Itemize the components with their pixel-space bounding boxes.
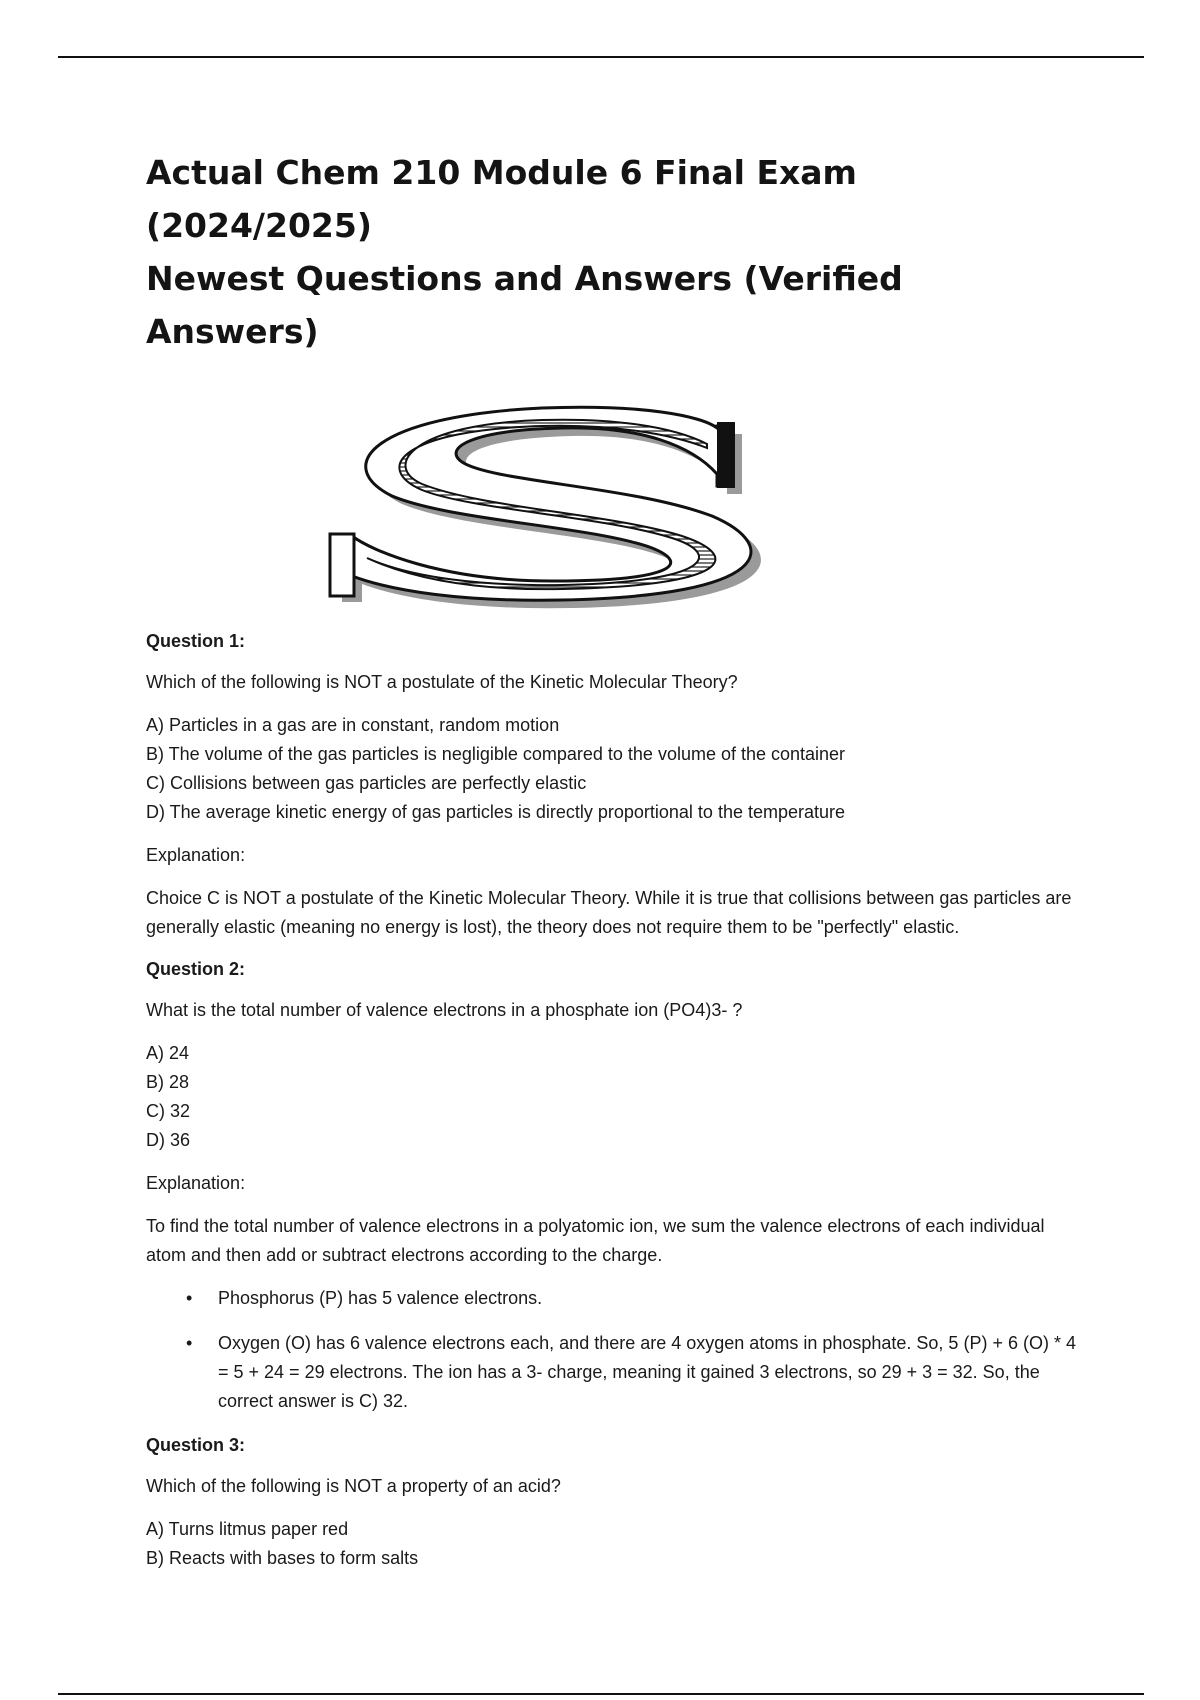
answer-options [146, 711, 1076, 827]
answer-options [146, 1515, 1076, 1573]
explanation-label: Explanation: [146, 1173, 246, 1193]
option-c: C) 32 [146, 1101, 191, 1121]
logo-container [146, 386, 1076, 612]
title-line-2: Newest Questions and Answers (Verified Answers) [146, 259, 903, 351]
document-body [146, 146, 1076, 1587]
option-b: B) Reacts with bases to form salts [146, 1548, 419, 1568]
explanation-label: Explanation: [146, 845, 246, 865]
question-3 [146, 1432, 1076, 1573]
bullet-icon: • [186, 1288, 193, 1308]
question-heading: Question 1: [146, 631, 246, 651]
bullet-item [146, 1329, 1076, 1416]
stylized-letter-s-logo [312, 386, 792, 612]
option-a: A) 24 [146, 1043, 190, 1063]
explanation-bullets [146, 1284, 1076, 1416]
question-heading: Question 2: [146, 959, 246, 979]
question-1 [146, 628, 1076, 942]
bottom-divider [58, 1693, 1144, 1695]
question-prompt: Which of the following is NOT a postulate of the Kinetic Molecular Theory? [146, 672, 738, 692]
option-d: D) 36 [146, 1130, 191, 1150]
option-c: C) Collisions between gas particles are perfectly elastic [146, 773, 587, 793]
question-2 [146, 956, 1076, 1416]
option-d: D) The average kinetic energy of gas particles is directly proportional to the temperature [146, 802, 846, 822]
top-divider [58, 56, 1144, 58]
title-line-1: Actual Chem 210 Module 6 Final Exam (2024/2025) [146, 153, 857, 245]
option-b: B) 28 [146, 1072, 190, 1092]
explanation-text: To find the total number of valence electrons in a polyatomic ion, we sum the valence electrons of each individual atom and then add or subtract electrons according to the charge. [146, 1216, 1045, 1265]
explanation-text: Choice C is NOT a postulate of the Kinetic Molecular Theory. While it is true that collisions between gas particles are generally elastic (meaning no energy is lost), the theory does not require them to be "perfectly" elastic. [146, 888, 1072, 937]
question-heading: Question 3: [146, 1435, 246, 1455]
bullet-text: Oxygen (O) has 6 valence electrons each, and there are 4 oxygen atoms in phosphate. So, 5 (P) + 6 (O) * 4 = 5 + 24 = 29 electrons. The ion has a 3- charge, meaning it gained 3 electrons, so 29 + 3 = 32. So, the correct answer is C) 32. [218, 1333, 1076, 1411]
option-a: A) Particles in a gas are in constant, random motion [146, 715, 560, 735]
question-prompt: What is the total number of valence electrons in a phosphate ion (PO4)3- ? [146, 1000, 743, 1020]
document-title [146, 146, 1076, 358]
option-a: A) Turns litmus paper red [146, 1519, 349, 1539]
option-b: B) The volume of the gas particles is negligible compared to the volume of the container [146, 744, 846, 764]
answer-options [146, 1039, 1076, 1155]
question-prompt: Which of the following is NOT a property of an acid? [146, 1476, 561, 1496]
bullet-icon: • [186, 1333, 193, 1353]
bullet-item [146, 1284, 1076, 1313]
bullet-text: Phosphorus (P) has 5 valence electrons. [218, 1288, 543, 1308]
